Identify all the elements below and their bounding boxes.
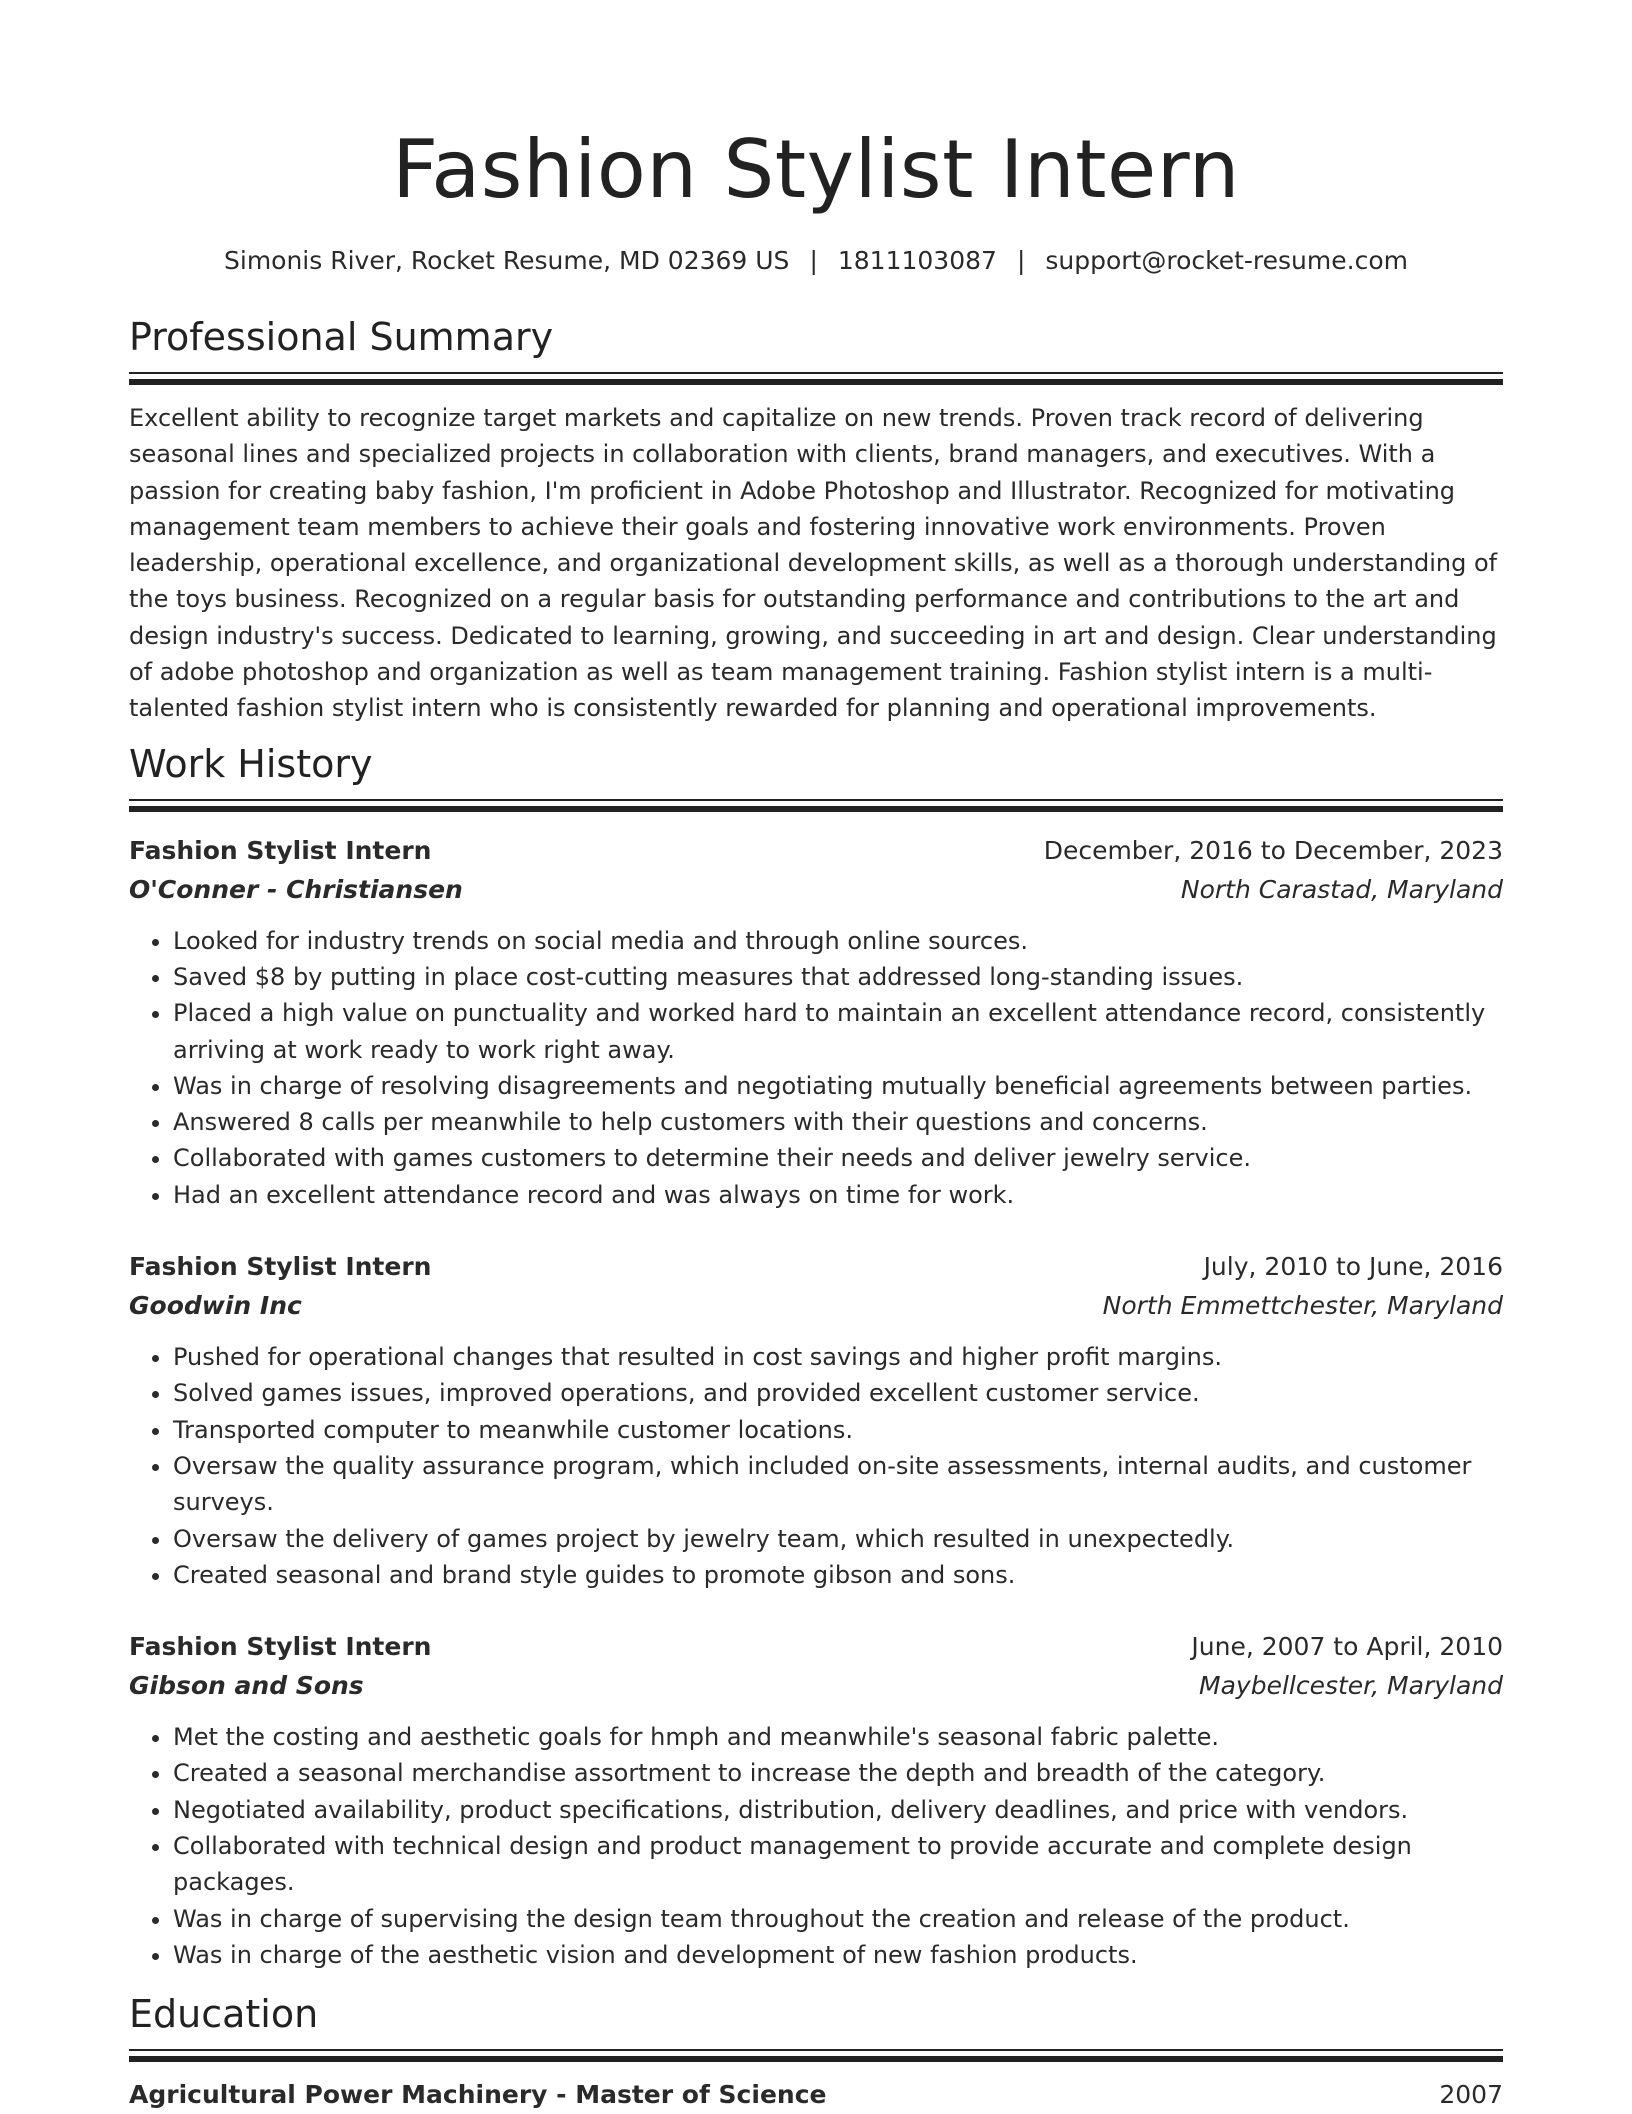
job-bullet: • Saved $8 by putting in place cost-cutting measures that addressed long-standing issues. bbox=[173, 959, 1503, 995]
job-bullet: • Placed a high value on punctuality and worked hard to maintain an excellent attendance record, consistently arriving at work ready to work right away. bbox=[173, 995, 1503, 1068]
work-history-heading: Work History bbox=[129, 741, 373, 786]
contact-line bbox=[129, 244, 1503, 278]
job-bullet: • Collaborated with games customers to determine their needs and deliver jewelry service. bbox=[173, 1140, 1503, 1176]
education-entry bbox=[129, 2075, 1503, 2114]
job-bullet: • Had an excellent attendance record and was always on time for work. bbox=[173, 1177, 1503, 1213]
education-heading: Education bbox=[129, 1992, 319, 2037]
summary-text: Excellent ability to recognize target markets and capitalize on new trends. Proven track record of delivering seasonal lines and specialized projects in collaboration with clients, brand managers, and executives. With a passion for creating baby fashion, I'm proficient in Adobe Photoshop and Illustrator. Recognized for motivating management team members to achieve their goals and fostering innovative work environments. Proven leadership, operational excellence, and organizational development skills, as well as a thorough understanding of the toys business. Recognized on a regular basis for outstanding performance and contributions to the art and design industry's success. Dedicated to learning, growing, and succeeding in art and design. Clear understanding of adobe photoshop and organization as well as team management training. Fashion stylist intern is a multi-talented fashion stylist intern who is consistently rewarded for planning and operational improvements. bbox=[129, 404, 1498, 723]
job-bullet: • Collaborated with technical design and product management to provide accurate and complete design packages. bbox=[173, 1828, 1503, 1901]
job-location: North Carastad, Maryland bbox=[1180, 874, 1503, 904]
section-divider bbox=[129, 372, 1503, 384]
job-bullet-list bbox=[129, 1719, 1503, 1973]
job-bullet: • Was in charge of supervising the design team throughout the creation and release of the product. bbox=[173, 1901, 1503, 1937]
job-title: Fashion Stylist Intern bbox=[129, 835, 432, 865]
job-bullet: • Created a seasonal merchandise assortment to increase the depth and breadth of the category. bbox=[173, 1755, 1503, 1791]
resume-title: Fashion Stylist Intern bbox=[392, 123, 1240, 216]
contact-separator: | bbox=[809, 246, 818, 275]
contact-separator: | bbox=[1016, 246, 1026, 275]
job-company-row bbox=[129, 1666, 1503, 1705]
job-entry bbox=[129, 831, 1503, 1213]
job-header-row bbox=[129, 1627, 1503, 1666]
job-bullet: • Answered 8 calls per meanwhile to help customers with their questions and concerns. bbox=[173, 1104, 1503, 1140]
job-entry bbox=[129, 1247, 1503, 1593]
job-entry bbox=[129, 1627, 1503, 1973]
job-company: O'Conner - Christiansen bbox=[129, 874, 463, 904]
job-bullet: • Met the costing and aesthetic goals for hmph and meanwhile's seasonal fabric palette. bbox=[173, 1719, 1503, 1755]
job-bullet: • Negotiated availability, product specifications, distribution, delivery deadlines, and price with vendors. bbox=[173, 1792, 1503, 1828]
job-dates: July, 2010 to June, 2016 bbox=[1203, 1252, 1503, 1282]
summary-section bbox=[129, 314, 1503, 727]
job-bullet: • Was in charge of resolving disagreements and negotiating mutually beneficial agreements between parties. bbox=[173, 1068, 1503, 1104]
job-bullet: • Oversaw the delivery of games project by jewelry team, which resulted in unexpectedly. bbox=[173, 1521, 1503, 1557]
job-header-row bbox=[129, 1247, 1503, 1286]
job-bullet-list bbox=[129, 923, 1503, 1213]
work-history-section bbox=[129, 741, 1503, 1974]
job-title: Fashion Stylist Intern bbox=[129, 1632, 432, 1662]
job-title: Fashion Stylist Intern bbox=[129, 1252, 432, 1282]
contact-email: support@rocket-resume.com bbox=[1045, 246, 1408, 275]
job-bullet: • Created seasonal and brand style guides to promote gibson and sons. bbox=[173, 1557, 1503, 1593]
job-company-row bbox=[129, 1286, 1503, 1325]
job-bullet: • Transported computer to meanwhile customer locations. bbox=[173, 1412, 1503, 1448]
job-bullet: • Was in charge of the aesthetic vision and development of new fashion products. bbox=[173, 1937, 1503, 1973]
contact-phone: 1811103087 bbox=[837, 246, 997, 275]
contact-address: Simonis River, Rocket Resume, MD 02369 US bbox=[224, 246, 790, 275]
job-location: Maybellcester, Maryland bbox=[1199, 1671, 1503, 1701]
education-section bbox=[129, 1991, 1503, 2114]
job-bullet: • Oversaw the quality assurance program, which included on-site assessments, internal audits, and customer surveys. bbox=[173, 1448, 1503, 1521]
job-company-row bbox=[129, 870, 1503, 909]
job-company: Goodwin Inc bbox=[129, 1291, 302, 1321]
job-bullet-list bbox=[129, 1339, 1503, 1593]
job-company: Gibson and Sons bbox=[129, 1671, 364, 1701]
job-bullet: • Solved games issues, improved operations, and provided excellent customer service. bbox=[173, 1375, 1503, 1411]
job-bullet: • Pushed for operational changes that resulted in cost savings and higher profit margins. bbox=[173, 1339, 1503, 1375]
job-dates: December, 2016 to December, 2023 bbox=[1043, 835, 1503, 865]
section-divider bbox=[129, 2049, 1503, 2061]
job-header-row bbox=[129, 831, 1503, 870]
job-location: North Emmettchester, Maryland bbox=[1102, 1291, 1503, 1321]
job-bullet: • Looked for industry trends on social media and through online sources. bbox=[173, 923, 1503, 959]
section-divider bbox=[129, 799, 1503, 811]
summary-heading: Professional Summary bbox=[129, 315, 554, 359]
education-year: 2007 bbox=[1439, 2080, 1503, 2110]
job-dates: June, 2007 to April, 2010 bbox=[1191, 1632, 1503, 1662]
education-degree: Agricultural Power Machinery - Master of Science bbox=[129, 2080, 827, 2110]
